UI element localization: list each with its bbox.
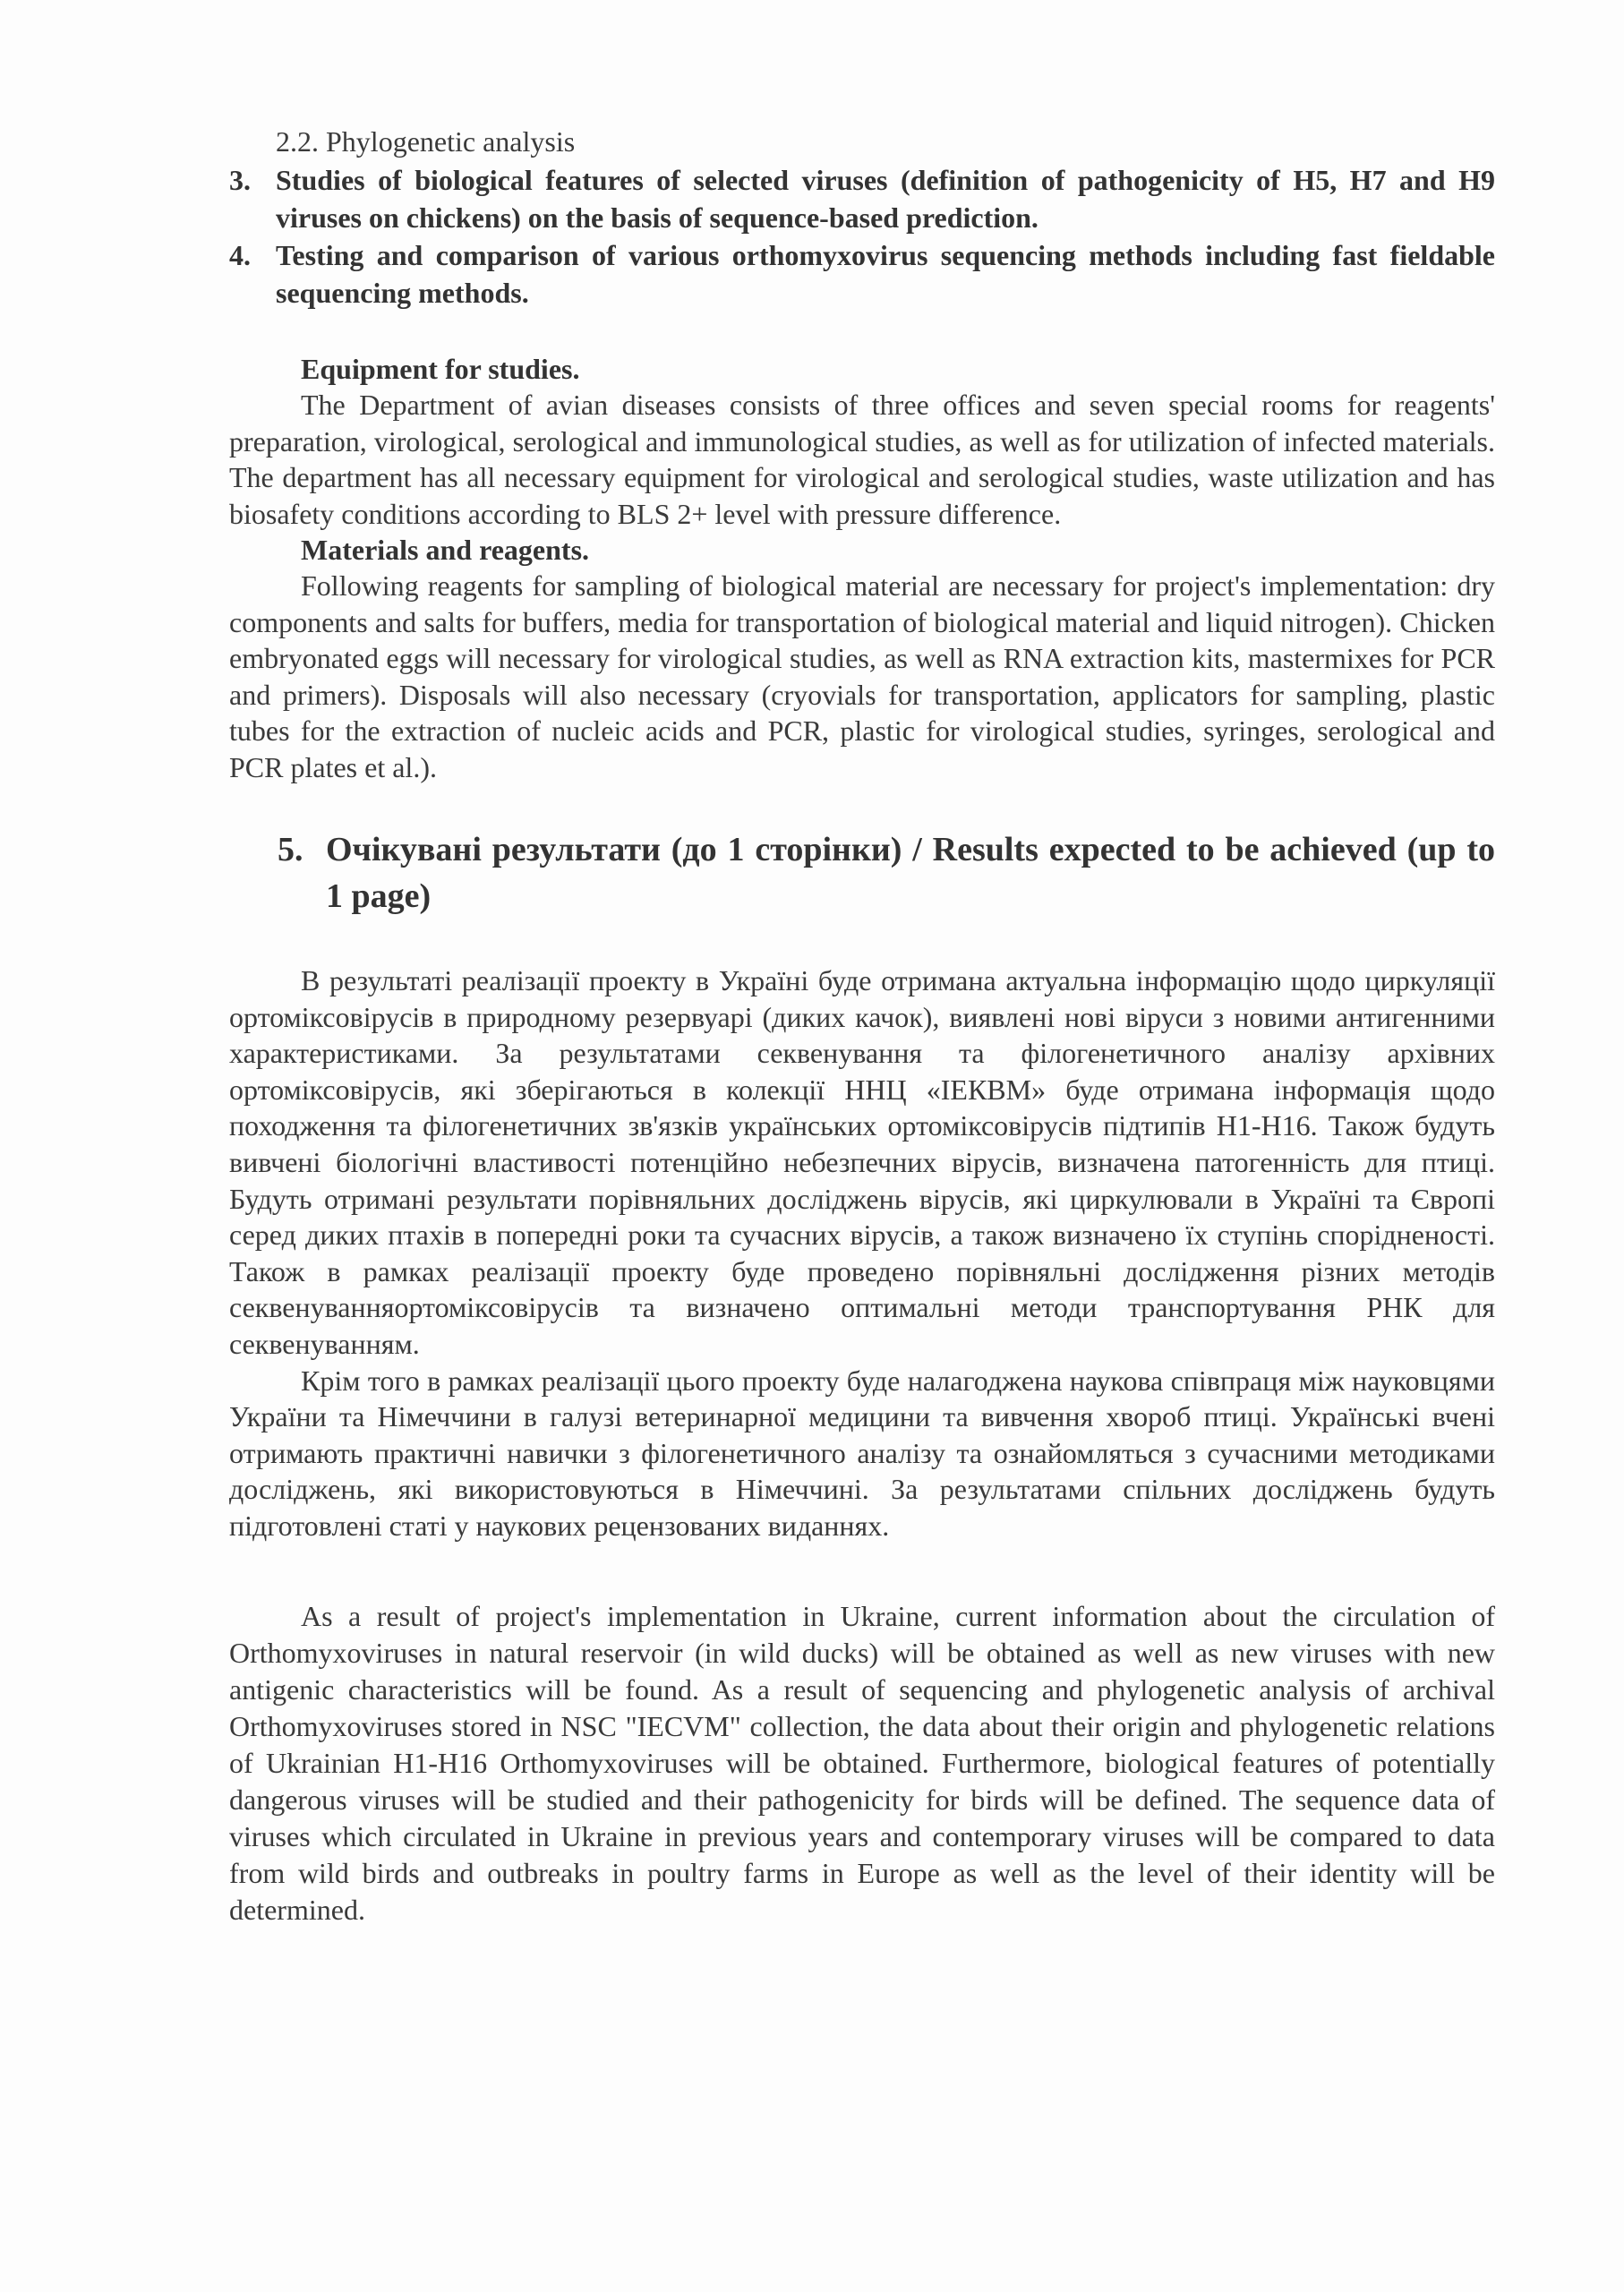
section-5-title: [278, 826, 1495, 919]
section-number: 5.: [278, 831, 303, 868]
equipment-heading: Equipment for studies.: [301, 353, 580, 385]
task-text: Studies of biological features of selected viruses (definition of pathogenicity of H5, H7 and H9 viruses on chickens) on the basis of sequence-based prediction.: [276, 164, 1495, 234]
ukrainian-paragraph: В результаті реалізації проекту в Україні буде отримана актуальна інформацію щодо циркуляції ортоміксовірусів в природному резервуарі (диких качок), виявлені нові віруси з новими антигенними характеристиками. За результатами секвенування та філогенетичного аналізу архівних ортоміксовірусів, які зберігаються в колекції ННЦ «ІЕКВМ» буде отримана інформація щодо походження та філогенетичних зв'язків українських ортоміксовірусів підтипів Н1-Н16. Також будуть вивчені біологічні властивості потенційно небезпечних вірусів, визначена патогенність для птиці. Будуть отримані результати порівняльних досліджень вірусів, які циркулювали в Україні та Європі серед диких птахів в попередні роки та сучасних вірусів, а також визначено їх ступінь спорідненості. Також в рамках реалізації проекту буде проведено порівняльні дослідження різних методів секвенуванняортоміксовірусів та визначено оптимальні методи транспортування РНК для секвенуванням.: [229, 964, 1495, 1360]
materials-heading: Materials and reagents.: [301, 534, 590, 566]
task-item: [229, 161, 1495, 236]
ukrainian-paragraph: Крім того в рамках реалізації цього проекту буде налагоджена наукова співпраця між науковцями України та Німеччини в галузі ветеринарної медицини та вивчення хвороб птиці. Українські вчені отримають практичні навички з філогенетичного аналізу та ознайомляться з сучасними методиками досліджень, які використовуються в Німеччині. За результатами спільних досліджень будуть підготовлені статі у наукових рецензованих виданнях.: [229, 1364, 1495, 1542]
task-text: Testing and comparison of various orthomyxovirus sequencing methods including fast fieldable sequencing methods.: [276, 239, 1495, 309]
materials-paragraph: Following reagents for sampling of biological material are necessary for project's implementation: dry components and salts for buffers, media for transportation of biological material and liquid nitrogen). Chicken embryonated eggs will necessary for virological studies, as well as RNA extraction kits, mastermixes for PCR and primers). Disposals will also necessary (cryovials for transportation, applicators for sampling, plastic tubes for the extraction of nucleic acids and PCR, plastic for virological studies, syringes, serological and PCR plates et al.).: [229, 569, 1495, 783]
equipment-paragraph: The Department of avian diseases consists of three offices and seven special rooms for reagents' preparation, virological, serological and immunological studies, as well as for utilization of infected materials. The department has all necessary equipment for virological and serological studies, waste utilization and has biosafety conditions according to BLS 2+ level with pressure difference.: [229, 389, 1495, 530]
section-title-text: Очікувані результати (до 1 сторінки) / Results expected to be achieved (up to 1 page): [326, 831, 1495, 915]
task-item: [229, 236, 1495, 312]
english-results-block: [229, 1598, 1495, 1929]
task-number: 3.: [229, 164, 251, 196]
subitem-phylogenetic-analysis: 2.2. Phylogenetic analysis: [276, 125, 576, 158]
task-number: 4.: [229, 239, 251, 271]
english-paragraph: As a result of project's implementation in Ukraine, current information about the circulation of Orthomyxoviruses in natural reservoir (in wild ducks) will be obtained as well as new viruses with new antigenic characteristics will be found. As a result of sequencing and phylogenetic analysis of archival Orthomyxoviruses stored in NSC "IECVM" collection, the data about their origin and phylogenetic relations of Ukrainian H1-H16 Orthomyxoviruses will be obtained. Furthermore, biological features of potentially dangerous viruses will be studied and their pathogenicity for birds will be defined. The sequence data of viruses which circulated in Ukraine in previous years and contemporary viruses will be compared to data from wild birds and outbreaks in poultry farms in Europe as well as the level of their identity will be determined.: [229, 1599, 1495, 1926]
task-list: [229, 161, 1495, 312]
page-content: [229, 122, 1495, 1929]
ukrainian-results-block: [229, 962, 1495, 1544]
